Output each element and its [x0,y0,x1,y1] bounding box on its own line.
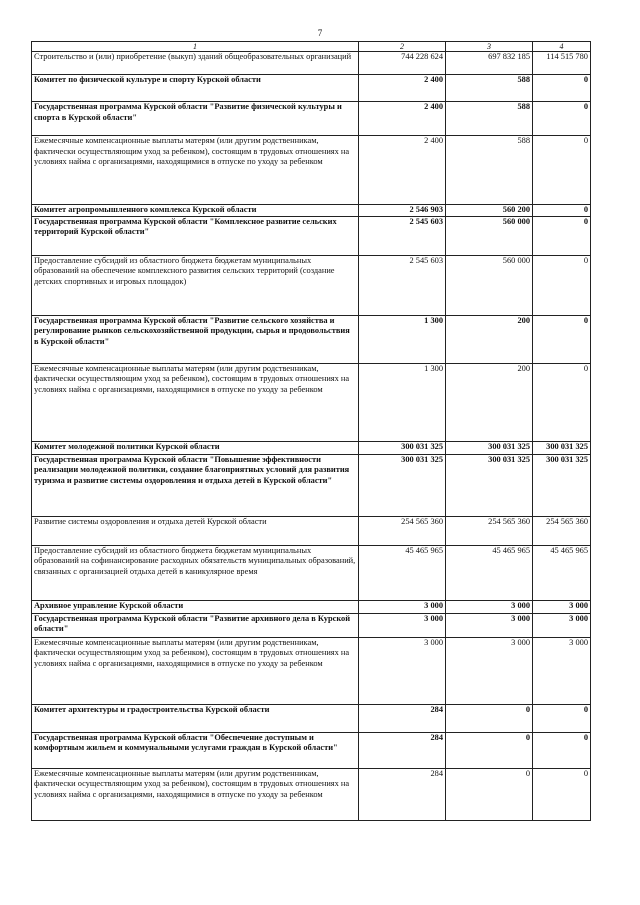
row-value-col2: 3 000 [359,600,446,613]
row-value-col3: 560 000 [446,216,533,255]
row-value-col4: 254 565 360 [533,516,591,545]
table-row [32,454,591,516]
page-number: 7 [317,28,323,38]
table-row [32,516,591,545]
table-row [32,768,591,820]
row-value-col2: 1 300 [359,315,446,363]
row-label: Предоставление субсидий из областного бюджета бюджетам муниципальных образований на софинансирование расходных обязательств муниципальных образований, связанных с организацией отдыха детей в каникулярное время [32,545,359,600]
row-value-col3: 588 [446,102,533,136]
row-value-col2: 2 400 [359,75,446,102]
row-value-col4: 300 031 325 [533,454,591,516]
row-value-col3: 200 [446,363,533,441]
row-value-col3: 300 031 325 [446,441,533,454]
row-value-col4: 0 [533,75,591,102]
header-row [32,42,591,52]
row-value-col2: 2 545 603 [359,255,446,315]
row-value-col3: 588 [446,136,533,205]
table-row [32,255,591,315]
row-label: Ежемесячные компенсационные выплаты матерям (или другим родственникам, фактически осуществляющим уход за ребенком), состоящим в трудовых отношениях на условиях найма с организациями, находящимися в отпуске по уходу за ребенком [32,768,359,820]
row-value-col4: 0 [533,363,591,441]
table-row [32,216,591,255]
row-value-col3: 0 [446,732,533,768]
row-label: Государственная программа Курской области "Обеспечение доступным и комфортным жильем и коммунальными услугами граждан в Курской области" [32,732,359,768]
row-value-col2: 1 300 [359,363,446,441]
row-value-col3: 588 [446,75,533,102]
row-label: Предоставление субсидий из областного бюджета бюджетам муниципальных образований на обеспечение комплексного развития сельских территорий (создание детских спортивных и игровых площадок) [32,255,359,315]
row-label: Государственная программа Курской области "Развитие сельского хозяйства и регулирование рынков сельскохозяйственной продукции, сырья и продовольствия в Курской области" [32,315,359,363]
table-row [32,637,591,704]
row-value-col2: 284 [359,768,446,820]
table-row [32,732,591,768]
table-row [32,441,591,454]
row-label: Комитет агропромышленного комплекса Курской области [32,205,359,217]
row-value-col4: 0 [533,315,591,363]
row-value-col4: 45 465 965 [533,545,591,600]
table-row [32,52,591,75]
row-value-col3: 0 [446,704,533,732]
header-col-4: 4 [533,42,591,52]
row-label: Комитет архитектуры и градостроительства Курской области [32,704,359,732]
row-value-col4: 0 [533,704,591,732]
row-value-col2: 300 031 325 [359,441,446,454]
row-label: Государственная программа Курской области "Комплексное развитие сельских территорий Курской области" [32,216,359,255]
row-label: Ежемесячные компенсационные выплаты матерям (или другим родственникам, фактически осуществляющим уход за ребенком), состоящим в трудовых отношениях на условиях найма с организациями, находящимися в отпуске по уходу за ребенком [32,136,359,205]
header-col-3: 3 [446,42,533,52]
row-value-col3: 300 031 325 [446,454,533,516]
row-value-col4: 114 515 780 [533,52,591,75]
row-value-col2: 2 545 603 [359,216,446,255]
row-label: Ежемесячные компенсационные выплаты матерям (или другим родственникам, фактически осуществляющим уход за ребенком), состоящим в трудовых отношениях на условиях найма с организациями, находящимися в отпуске по уходу за ребенком [32,637,359,704]
row-label: Государственная программа Курской области "Повышение эффективности реализации молодежной политики, создание благоприятных условий для развития туризма и развитие системы оздоровления и отдыха детей в Курской области" [32,454,359,516]
row-value-col4: 3 000 [533,637,591,704]
table-row [32,704,591,732]
row-value-col4: 0 [533,768,591,820]
row-value-col3: 200 [446,315,533,363]
row-value-col2: 744 228 624 [359,52,446,75]
row-value-col2: 284 [359,732,446,768]
table-row [32,315,591,363]
row-label: Государственная программа Курской области "Развитие физической культуры и спорта в Курской области" [32,102,359,136]
row-value-col3: 3 000 [446,600,533,613]
row-value-col4: 0 [533,136,591,205]
row-label: Архивное управление Курской области [32,600,359,613]
row-value-col4: 0 [533,102,591,136]
row-value-col4: 300 031 325 [533,441,591,454]
row-label: Государственная программа Курской области "Развитие архивного дела в Курской области" [32,613,359,637]
budget-table [31,41,591,821]
row-label: Развитие системы оздоровления и отдыха детей Курской области [32,516,359,545]
row-value-col3: 560 200 [446,205,533,217]
table-row [32,600,591,613]
row-label: Комитет молодежной политики Курской области [32,441,359,454]
row-value-col4: 0 [533,205,591,217]
row-value-col2: 300 031 325 [359,454,446,516]
header-col-2: 2 [359,42,446,52]
table-row [32,363,591,441]
row-value-col2: 254 565 360 [359,516,446,545]
header-col-1: 1 [32,42,359,52]
row-value-col4: 0 [533,732,591,768]
row-value-col4: 0 [533,255,591,315]
row-value-col3: 697 832 185 [446,52,533,75]
row-value-col4: 3 000 [533,613,591,637]
row-value-col3: 3 000 [446,613,533,637]
row-label: Ежемесячные компенсационные выплаты матерям (или другим родственникам, фактически осуществляющим уход за ребенком), состоящим в трудовых отношениях на условиях найма с организациями, находящимися в отпуске по уходу за ребенком [32,363,359,441]
row-value-col3: 45 465 965 [446,545,533,600]
row-value-col2: 2 400 [359,102,446,136]
row-value-col2: 3 000 [359,637,446,704]
row-value-col2: 2 400 [359,136,446,205]
row-value-col3: 3 000 [446,637,533,704]
row-value-col4: 3 000 [533,600,591,613]
row-value-col2: 2 546 903 [359,205,446,217]
row-value-col4: 0 [533,216,591,255]
row-label: Комитет по физической культуре и спорту Курской области [32,75,359,102]
table-row [32,102,591,136]
row-label: Строительство и (или) приобретение (выкуп) зданий общеобразовательных организаций [32,52,359,75]
row-value-col2: 45 465 965 [359,545,446,600]
row-value-col3: 254 565 360 [446,516,533,545]
row-value-col2: 284 [359,704,446,732]
table-row [32,205,591,217]
table-row [32,136,591,205]
row-value-col3: 0 [446,768,533,820]
table-row [32,613,591,637]
row-value-col2: 3 000 [359,613,446,637]
table-row [32,545,591,600]
row-value-col3: 560 000 [446,255,533,315]
table-row [32,75,591,102]
